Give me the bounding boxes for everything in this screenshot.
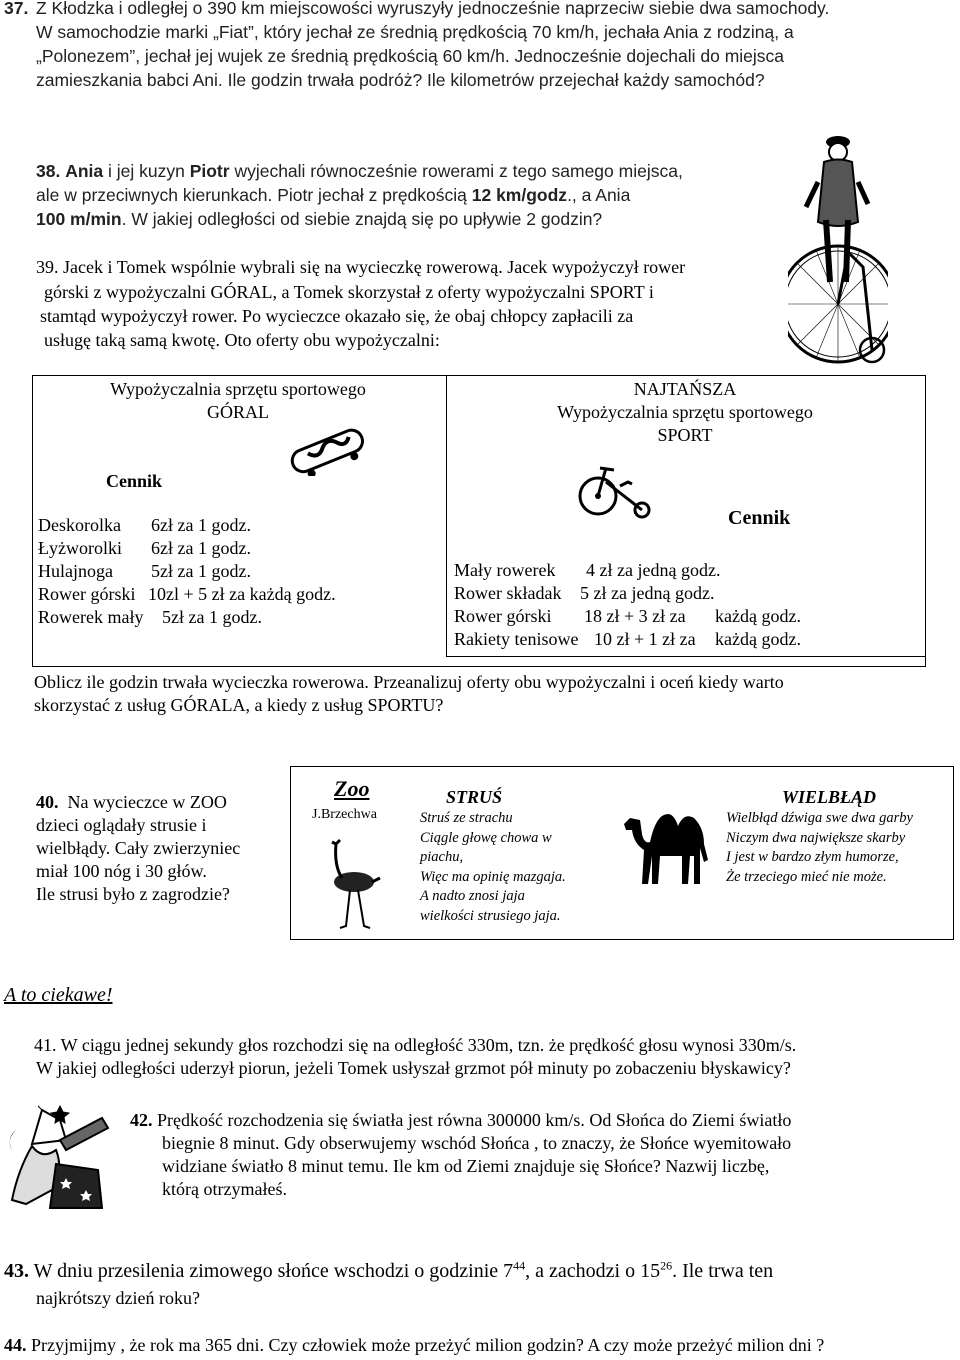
text: górski z wypożyczalni GÓRAL, a Tomek skorzystał z oferty wypożyczalni SPORT i [44,282,654,302]
goral-offer [60,378,416,424]
text: najkrótszy dzień roku? [36,1288,200,1308]
poem-line: A nadto znosi jaja [420,888,525,904]
problem-37-line: zamieszkania babci Ani. Ile godzin trwała podróż? Ile kilometrów przejechał każdy samochód? [36,70,765,90]
item-name: Rower górski [454,606,552,626]
zoo-title: Zoo [334,776,370,801]
goral-price-list [38,514,336,629]
text: którą otrzymałeś. [162,1179,287,1199]
poem-line: Ciągle głowę chowa w [420,829,552,846]
price-row [454,582,801,605]
text: biegnie 8 minut. Gdy obserwujemy wschód Słońca , to znaczy, że Słońce wyemitowało [162,1133,792,1153]
text: wyjechali równocześnie rowerami z tego samego miejsca, [229,161,683,181]
item-price: 5 zł za jedną godz. [580,583,715,603]
name-ania: Ania [65,161,104,181]
price-row [454,628,801,651]
name-piotr: Piotr [189,161,230,181]
item-name: Hulajnoga [38,561,113,581]
text: Na wycieczce w ZOO [67,792,227,812]
zoo-author: J.Brzechwa [312,807,377,822]
poem-line: Więc ma opinię mazgaja. [420,868,566,885]
problem-43 [4,1258,773,1312]
wizard-telescope-icon [2,1100,114,1210]
text: Oblicz ile godzin trwała wycieczka rowerowa. Przeanalizuj oferty obu wypożyczalni i oceń kiedy warto [34,672,784,692]
poem-line: Niczym dwa największe skarby [726,829,906,846]
sport-title: Wypożyczalnia sprzętu sportowego [557,402,813,422]
problem-42-number: 42. [130,1110,153,1130]
problem-38-number: 38. [36,161,61,181]
text: miał 100 nóg i 30 głów. [36,861,207,881]
poem-line: I jest w bardzo złym humorze, [726,849,899,865]
sport-label: NAJTAŃSZA [633,379,737,399]
problem-37-line: W samochodzie marki „Fiat”, który jechał ze średnią prędkością 70 km/h, jechała Ania z rodziną, a [36,22,794,42]
item-price: 6zł za 1 godz. [151,515,251,535]
section-heading: A to ciekawe! [4,984,113,1006]
item-price: 5zł za 1 godz. [162,607,262,627]
skateboard-icon [284,424,370,476]
text: , a zachodzi o 15 [525,1260,661,1282]
problem-40-number: 40. [36,792,59,812]
goral-title: Wypożyczalnia sprzętu sportowego [110,379,366,399]
item-price: 4 zł za jedną godz. [586,560,721,580]
text: wielbłądy. Cały zwierzyniec [36,838,241,858]
problem-40 [36,791,240,906]
item-name: Rower górski [38,584,136,604]
poem-line: Struś ze strachu [420,810,513,826]
item-price: 6zł za 1 godz. [151,538,251,558]
problem-37-line: „Polonezem”, jechał jej wujek ze średnią prędkością 60 km/h. Jednocześnie dojechali do miejsca [36,46,785,66]
item-name: Rakiety tenisowe [454,629,579,649]
wielblad-poem [726,809,913,887]
text: Ile strusi było z zagrodzie? [36,884,230,904]
poem-line: Wielbłąd dźwiga swe dwa garby [726,810,913,826]
minutes-sunrise: 44 [513,1258,526,1273]
problem-41 [34,1034,796,1080]
price-row [38,537,336,560]
strus-title: STRUŚ [446,787,503,807]
price-row [38,606,336,629]
minutes-sunset: 26 [660,1258,673,1273]
text: stamtąd wypożyczył rower. Po wycieczce okazało się, że obaj chłopcy zapłacili za [40,306,634,326]
speed-piotr: 12 km/godz [471,185,568,205]
text: . W ciągu jednej sekundy głos rozchodzi się na odległość 330m, tzn. że prędkość głosu wynosi 330m/s. [52,1035,797,1055]
text: i jej kuzyn [103,161,190,181]
text: Prędkość rozchodzenia się światła jest równa 300000 km/s. Od Słońca do Ziemi światło [157,1110,792,1130]
item-price-unit: każdą godz. [715,606,801,626]
item-price-unit: każdą godz. [715,629,801,649]
problem-44-number: 44. [4,1335,27,1355]
poem-line: piachu, [420,849,464,865]
wielblad-title: WIELBŁĄD [782,787,877,807]
ostrich-icon [324,838,384,930]
problem-43-number: 43. [4,1260,29,1282]
text: Przyjmijmy , że rok ma 365 dni. Czy człowiek może przeżyć milion godzin? A czy może przeżyć milion dni ? [26,1335,825,1355]
strus-poem [420,809,566,926]
problem-37-line: Z Kłodzka i odległej o 390 km miejscowości wyruszyły jednocześnie naprzeciw siebie dwa samochody. [36,0,830,18]
text: skorzystać z usług GÓRALA, a kiedy z usług SPORTU? [34,695,444,715]
price-row [454,559,801,582]
text: . W jakiej odległości od siebie znajdą się po upływie 2 godzin? [121,209,603,229]
item-name: Rower składak [454,583,562,603]
sport-name: SPORT [657,425,713,445]
penny-farthing-cyclist-icon [788,132,888,372]
price-row [38,560,336,583]
item-price: 5zł za 1 godz. [151,561,251,581]
problem-37-number: 37. [4,0,29,18]
text: usługę taką samą kwotę. Oto oferty obu wypożyczalni: [44,330,440,350]
sport-price-list [454,559,801,651]
text: widziane światło 8 minut temu. Ile km od Ziemi znajduje się Słońce? Nazwij liczbę, [162,1156,770,1176]
text: . Ile trwa ten [672,1260,774,1282]
camel-icon [620,800,716,888]
text: W jakiej odległości uderzył piorun, jeżeli Tomek usłyszał grzmot pół minuty po zobaczeniu błyskawicy? [36,1058,791,1078]
poem-line: wielkości strusiego jaja. [420,907,561,924]
goral-name: GÓRAL [207,402,269,422]
text: W dniu przesilenia zimowego słońce wschodzi o godzinie 7 [29,1260,514,1282]
problem-39-question [34,671,784,717]
item-name: Deskorolka [38,515,121,535]
tricycle-icon [576,462,656,520]
item-price: 10 zł + 1 zł za [594,629,696,649]
price-row [454,605,801,628]
sport-cennik: Cennik [728,507,791,529]
price-row [38,583,336,606]
sport-offer [500,378,870,447]
price-row [38,514,336,537]
poem-line: Że trzeciego mieć nie może. [726,868,887,885]
offers-divider-bottom [446,656,926,657]
item-name: Rowerek mały [38,607,144,627]
text: ., a Ania [567,185,631,205]
item-name: Łyżworolki [38,538,122,558]
goral-cennik: Cennik [106,471,163,491]
text: Jacek i Tomek wspólnie wybrali się na wycieczkę rowerową. Jacek wypożyczył rower [63,257,686,277]
problem-39-number: 39. [36,257,59,277]
text: dzieci oglądały strusie i [36,815,207,835]
speed-ania: 100 m/min [36,209,122,229]
problem-41-number: 41 [34,1035,52,1055]
text: ale w przeciwnych kierunkach. Piotr jechał z prędkością [36,185,472,205]
problem-42 [130,1109,791,1201]
item-name: Mały rowerek [454,560,556,580]
offers-divider [446,375,447,657]
problem-44 [4,1334,824,1357]
item-price: 10zl + 5 zł za każdą godz. [148,584,336,604]
item-price: 18 zł + 3 zł za [584,606,686,626]
